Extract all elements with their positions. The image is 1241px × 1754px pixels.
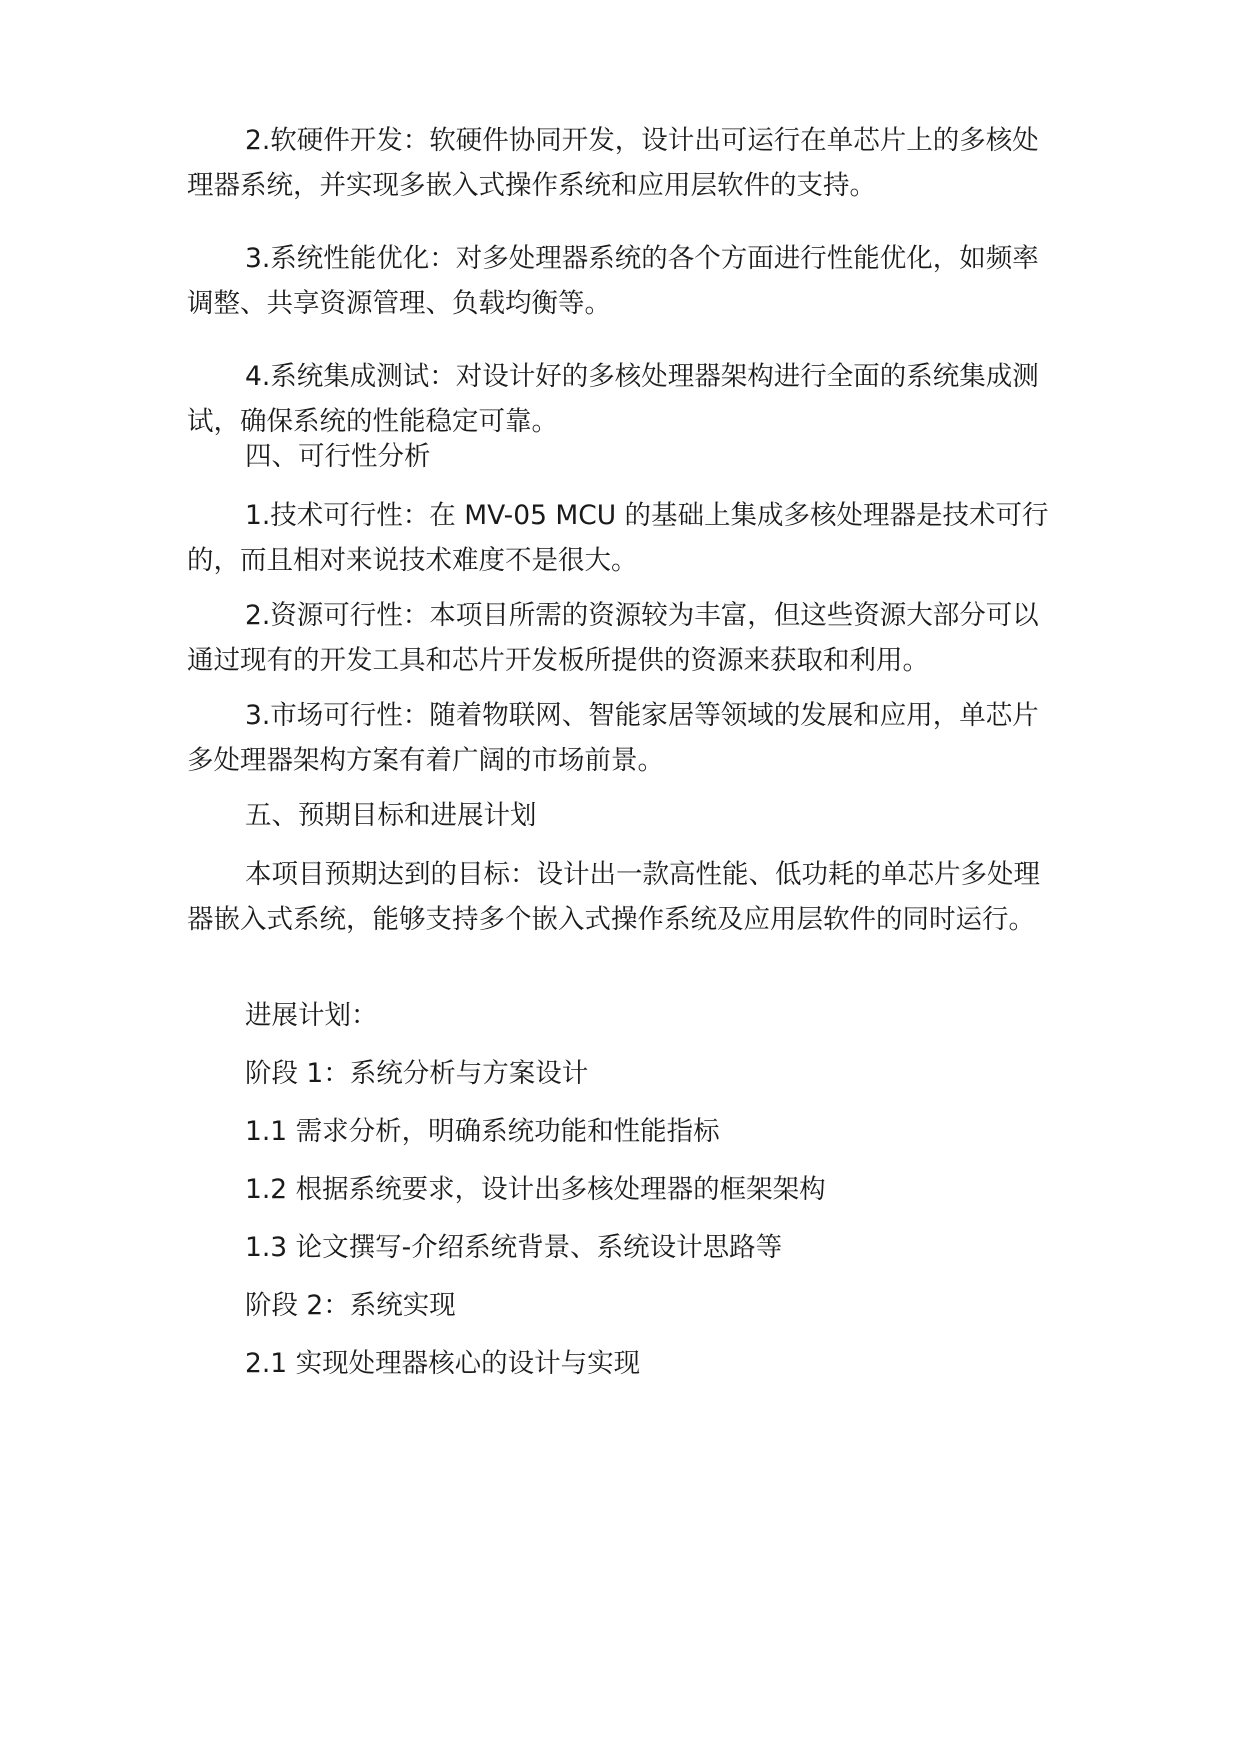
paragraph-integration-testing: 4.系统集成测试：对设计好的多核处理器架构进行全面的系统集成测试，确保系统的性能稳定可靠。 xyxy=(187,361,1039,437)
plan-item-1-3: 1.3 论文撰写-介绍系统背景、系统设计思路等 xyxy=(245,1232,783,1263)
section-heading-feasibility: 四、可行性分析 xyxy=(245,441,431,472)
stage-1-heading: 阶段 1：系统分析与方案设计 xyxy=(245,1058,589,1089)
plan-item-1-2: 1.2 根据系统要求，设计出多核处理器的框架架构 xyxy=(245,1174,826,1205)
label-progress-plan: 进展计划： xyxy=(245,1000,378,1031)
stage-2-heading: 阶段 2：系统实现 xyxy=(245,1290,456,1321)
plan-item-1-1: 1.1 需求分析，明确系统功能和性能指标 xyxy=(245,1116,720,1147)
section-heading-goals-plan: 五、预期目标和进展计划 xyxy=(245,800,537,831)
paragraph-resource-feasibility: 2.资源可行性：本项目所需的资源较为丰富，但这些资源大部分可以通过现有的开发工具和芯片开发板所提供的资源来获取和利用。 xyxy=(187,600,1039,676)
paragraph-market-feasibility: 3.市场可行性：随着物联网、智能家居等领域的发展和应用，单芯片多处理器架构方案有着广阔的市场前景。 xyxy=(187,700,1039,776)
paragraph-technical-feasibility: 1.技术可行性：在 MV-05 MCU 的基础上集成多核处理器是技术可行的，而且相对来说技术难度不是很大。 xyxy=(187,500,1049,576)
paragraph-performance-optimization: 3.系统性能优化：对多处理器系统的各个方面进行性能优化，如频率调整、共享资源管理、负载均衡等。 xyxy=(187,243,1039,319)
plan-item-2-1: 2.1 实现处理器核心的设计与实现 xyxy=(245,1348,641,1379)
paragraph-software-hardware-dev: 2.软硬件开发：软硬件协同开发，设计出可运行在单芯片上的多核处理器系统，并实现多嵌入式操作系统和应用层软件的支持。 xyxy=(187,125,1039,201)
paragraph-project-goal: 本项目预期达到的目标：设计出一款高性能、低功耗的单芯片多处理器嵌入式系统，能够支持多个嵌入式操作系统及应用层软件的同时运行。 xyxy=(187,859,1040,935)
